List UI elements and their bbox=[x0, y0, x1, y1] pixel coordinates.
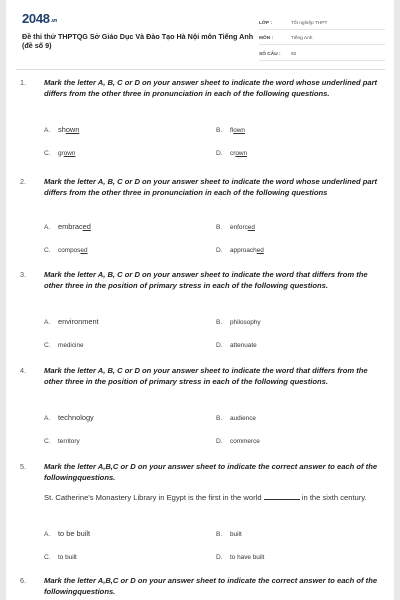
option-letter: A. bbox=[44, 224, 51, 231]
option-c[interactable] bbox=[44, 436, 80, 445]
question-number: 2. bbox=[20, 177, 26, 186]
option-text: approached bbox=[230, 247, 264, 254]
option-c[interactable] bbox=[44, 552, 77, 561]
option-letter: C. bbox=[44, 438, 51, 445]
stem-text-after: in the sixth century. bbox=[301, 493, 367, 502]
question-number: 1. bbox=[20, 78, 26, 87]
underlined-part: own bbox=[65, 125, 80, 134]
option-a[interactable] bbox=[44, 317, 99, 326]
option-d[interactable] bbox=[216, 436, 260, 445]
underlined-part: ed bbox=[247, 224, 255, 231]
option-letter: D. bbox=[216, 247, 223, 254]
option-letter: D. bbox=[216, 150, 223, 157]
meta-label: LỚP : bbox=[259, 20, 273, 26]
option-text: crown bbox=[230, 150, 248, 157]
site-logo[interactable] bbox=[22, 11, 57, 26]
option-text: grown bbox=[58, 150, 76, 157]
meta-value: 50 bbox=[291, 51, 297, 57]
question-prompt: Mark the letter A, B, C or D on your answer sheet to indicate the word whose underlined part differs from the other three in pronunciation in each of the following questions bbox=[44, 177, 378, 197]
option-letter: A. bbox=[44, 415, 51, 422]
question-number: 4. bbox=[20, 366, 26, 375]
exam-header bbox=[6, 0, 394, 66]
option-text: enforced bbox=[230, 224, 255, 231]
underlined-part: own bbox=[235, 150, 248, 157]
option-letter: A. bbox=[44, 127, 51, 134]
meta-value: Tốt nghiệp THPT bbox=[291, 20, 328, 26]
option-b[interactable] bbox=[216, 413, 256, 422]
option-text: composed bbox=[58, 247, 88, 254]
option-letter: A. bbox=[44, 531, 51, 538]
option-a[interactable] bbox=[44, 125, 79, 134]
logo-main: 2048 bbox=[22, 11, 50, 26]
stem-text-before: St. Catherine's Monastery Library in Egypt is the first in the world bbox=[44, 493, 262, 502]
option-b[interactable] bbox=[216, 222, 255, 231]
meta-row-subject bbox=[259, 30, 385, 46]
option-d[interactable] bbox=[216, 552, 264, 561]
option-b[interactable] bbox=[216, 529, 242, 538]
option-text: philosophy bbox=[230, 319, 261, 326]
option-text: commerce bbox=[230, 438, 260, 445]
option-d[interactable] bbox=[216, 245, 264, 254]
option-letter: A. bbox=[44, 319, 51, 326]
option-letter: B. bbox=[216, 415, 223, 422]
question-number: 5. bbox=[20, 462, 26, 471]
option-letter: B. bbox=[216, 319, 223, 326]
option-b[interactable] bbox=[216, 317, 261, 326]
question-number: 3. bbox=[20, 270, 26, 279]
option-c[interactable] bbox=[44, 148, 75, 157]
option-letter: C. bbox=[44, 247, 51, 254]
underlined-part: own bbox=[63, 150, 76, 157]
exam-title: Đề thi thử THPTQG Sở Giáo Dục Và Đào Tạo Hà Nội môn Tiếng Anh (đề số 9) bbox=[22, 32, 254, 51]
header-divider bbox=[16, 69, 385, 70]
option-letter: C. bbox=[44, 342, 51, 349]
meta-label: SỐ CÂU : bbox=[259, 51, 281, 57]
option-letter: C. bbox=[44, 150, 51, 157]
option-a[interactable] bbox=[44, 529, 90, 538]
option-text: territory bbox=[58, 438, 80, 445]
option-d[interactable] bbox=[216, 340, 257, 349]
question-prompt: Mark the letter A,B,C or D on your answer sheet to indicate the correct answer to each of the followingquestions. bbox=[44, 576, 378, 596]
option-text: attenuate bbox=[230, 342, 257, 349]
option-letter: B. bbox=[216, 127, 223, 134]
option-letter: D. bbox=[216, 554, 223, 561]
meta-row-class bbox=[259, 14, 385, 30]
option-letter: C. bbox=[44, 554, 51, 561]
option-c[interactable] bbox=[44, 245, 88, 254]
meta-label: MÔN : bbox=[259, 36, 274, 41]
underlined-part: own bbox=[233, 127, 245, 134]
option-text: environment bbox=[58, 317, 99, 326]
question-prompt: Mark the letter A, B, C or D on your answer sheet to indicate the word whose underlined part differs from the other three in pronunciation in each of the following questions. bbox=[44, 78, 378, 98]
option-b[interactable] bbox=[216, 125, 245, 134]
underlined-part: ed bbox=[80, 247, 88, 254]
meta-row-count bbox=[259, 45, 385, 61]
option-c[interactable] bbox=[44, 340, 84, 349]
question-prompt: Mark the letter A, B, C or D on your answer sheet to indicate the word that differs from the other three in the position of primary stress in each of the following questions. bbox=[44, 270, 368, 290]
question-stem bbox=[44, 492, 382, 503]
exam-meta bbox=[259, 14, 385, 61]
question-prompt: Mark the letter A,B,C or D on your answer sheet to indicate the correct answer to each of the followingquestions. bbox=[44, 462, 378, 482]
option-text: to have built bbox=[230, 554, 265, 561]
option-text: shown bbox=[58, 125, 80, 134]
answer-blank bbox=[264, 494, 300, 500]
option-text: built bbox=[230, 531, 242, 538]
option-text: to be built bbox=[58, 529, 91, 538]
option-d[interactable] bbox=[216, 148, 247, 157]
option-a[interactable] bbox=[44, 222, 91, 231]
option-letter: B. bbox=[216, 531, 223, 538]
option-text: to built bbox=[58, 554, 77, 561]
underlined-part: ed bbox=[82, 222, 91, 231]
option-letter: D. bbox=[216, 342, 223, 349]
meta-value: Tiếng Anh bbox=[291, 36, 313, 41]
exam-sheet bbox=[6, 0, 394, 600]
option-text: medicine bbox=[58, 342, 84, 349]
logo-sub: .vn bbox=[50, 18, 58, 24]
option-text: audience bbox=[230, 415, 256, 422]
option-a[interactable] bbox=[44, 413, 94, 422]
option-text: flown bbox=[230, 127, 245, 134]
option-letter: D. bbox=[216, 438, 223, 445]
option-text: embraced bbox=[58, 222, 91, 231]
question-prompt: Mark the letter A, B, C or D on your answer sheet to indicate the word that differs from the other three in the position of primary stress in each of the following questions. bbox=[44, 366, 368, 386]
option-letter: B. bbox=[216, 224, 223, 231]
underlined-part: ed bbox=[256, 247, 264, 254]
question-number: 6. bbox=[20, 576, 26, 585]
option-text: technology bbox=[58, 413, 94, 422]
